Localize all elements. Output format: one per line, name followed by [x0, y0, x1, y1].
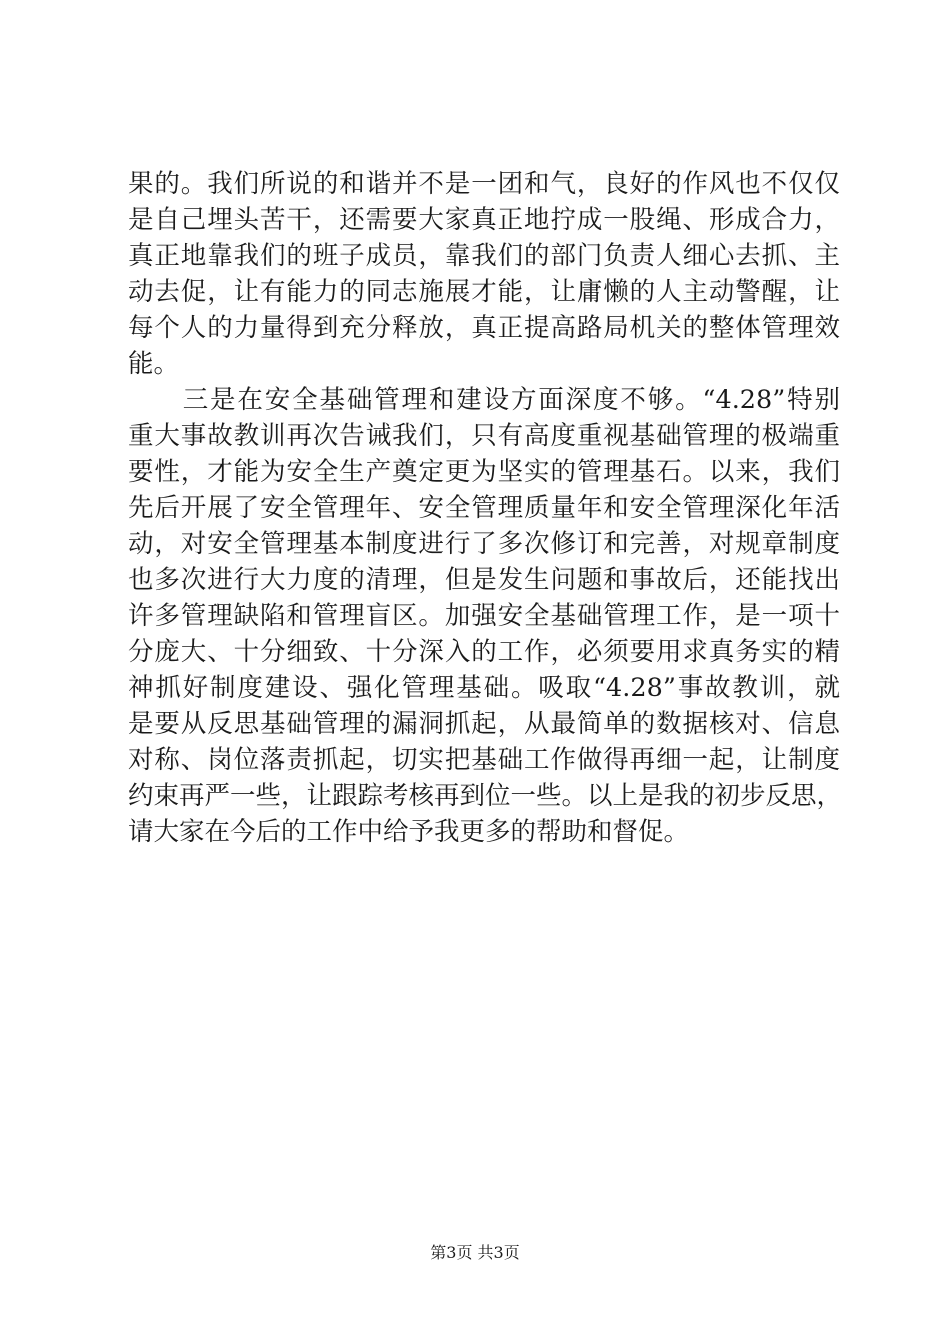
text-line: 对称、岗位落责抓起，切实把基础工作做得再细一起，让制度 — [128, 745, 840, 775]
text-line: 果的。我们所说的和谐并不是一团和气，良好的作风也不仅仅 — [128, 169, 840, 199]
text-line: 动去促，让有能力的同志施展才能，让庸懒的人主动警醒，让 — [128, 277, 840, 307]
body-text — [128, 166, 843, 850]
text-line: 重大事故教训再次告诫我们，只有高度重视基础管理的极端重 — [128, 421, 840, 451]
page-indicator: 第3页 共3页 — [430, 1243, 520, 1262]
text-line: 每个人的力量得到充分释放，真正提高路局机关的整体管理效 — [128, 313, 840, 343]
text-line: 真正地靠我们的班子成员，靠我们的部门负责人细心去抓、主 — [128, 241, 840, 271]
text-line: 要性，才能为安全生产奠定更为坚实的管理基石。以来，我们 — [128, 457, 840, 487]
text-line: 也多次进行大力度的清理，但是发生问题和事故后，还能找出 — [128, 565, 840, 595]
text-line: 先后开展了安全管理年、安全管理质量年和安全管理深化年活 — [128, 493, 840, 523]
text-line: 三是在安全基础管理和建设方面深度不够。“4.28”特别 — [128, 385, 840, 415]
text-line: 动，对安全管理基本制度进行了多次修订和完善，对规章制度 — [128, 529, 840, 559]
text-line: 分庞大、十分细致、十分深入的工作，必须要用求真务实的精 — [128, 637, 840, 667]
text-line: 请大家在今后的工作中给予我更多的帮助和督促。 — [128, 817, 690, 847]
page-footer — [0, 1241, 950, 1265]
text-line: 许多管理缺陷和管理盲区。加强安全基础管理工作，是一项十 — [128, 601, 840, 631]
text-line: 是自己埋头苦干，还需要大家真正地拧成一股绳、形成合力， — [128, 205, 840, 235]
text-line: 是要从反思基础管理的漏洞抓起，从最简单的数据核对、信息 — [128, 709, 840, 739]
text-line: 神抓好制度建设、强化管理基础。吸取“4.28”事故教训，就 — [128, 673, 840, 703]
text-line: 约束再严一些，让跟踪考核再到位一些。以上是我的初步反思， — [128, 781, 843, 811]
text-line: 能。 — [128, 349, 180, 379]
